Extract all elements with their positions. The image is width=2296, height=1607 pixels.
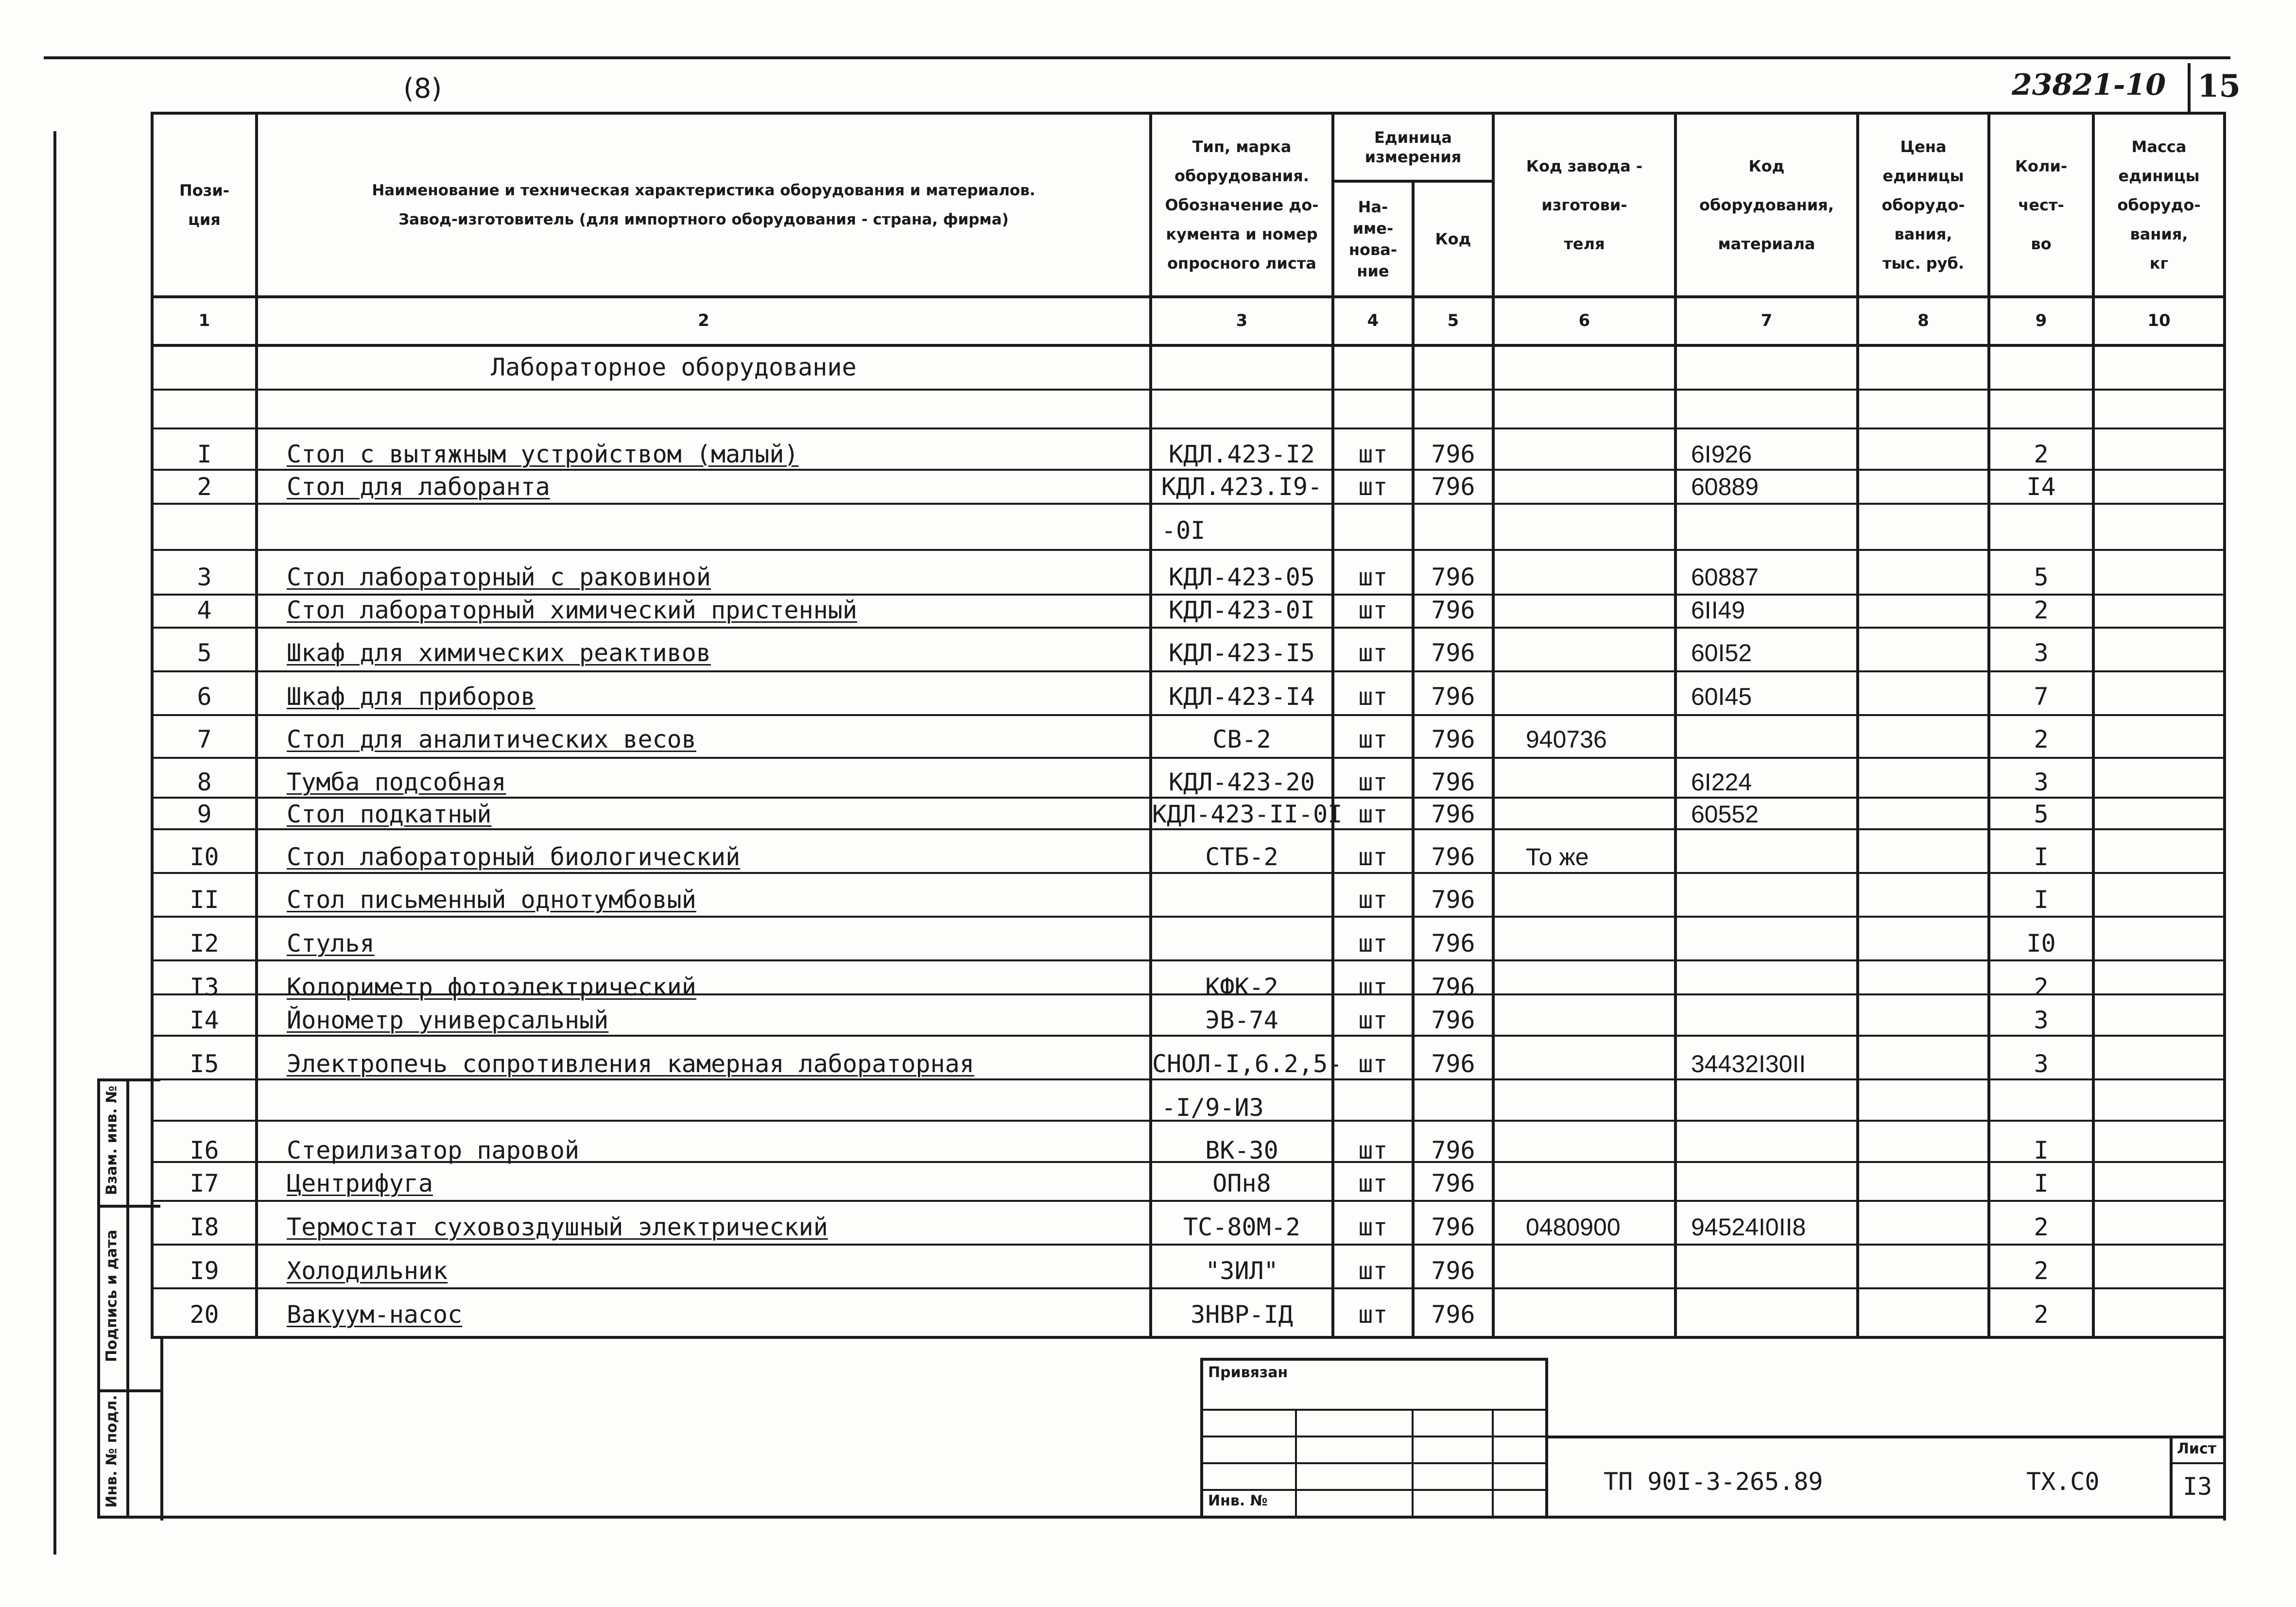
sheet-number: I3 — [2183, 1472, 2212, 1501]
col6-header: Код завода - изготови- теля — [1526, 157, 1643, 253]
cell-qty: 2 — [2034, 973, 2049, 1001]
cell-type: СНОЛ-I,6.2,5- — [1152, 1050, 1343, 1078]
cell-unit-code: 796 — [1431, 1169, 1475, 1197]
cell-pos: II — [190, 886, 219, 914]
cell-qty: I — [2034, 1136, 2049, 1164]
col10-header: Масса единицы оборудо- вания, кг — [2117, 137, 2201, 273]
cell-unit: шт — [1358, 563, 1388, 591]
cell-unit: шт — [1358, 683, 1388, 711]
cell-unit: шт — [1358, 440, 1388, 468]
col-number: 7 — [1761, 311, 1773, 330]
cell-equip-code: 60887 — [1691, 564, 1759, 591]
cell-pos: I — [197, 440, 212, 468]
col2-header: Наименование и техническая характеристика оборудования и материалов. Завод-изготовитель (для импортного оборудования - страна, фирма) — [372, 182, 1036, 228]
cell-unit: шт — [1358, 973, 1388, 1001]
cell-qty: I4 — [2026, 473, 2056, 501]
cell-name: Тумба подсобная — [287, 768, 506, 796]
col-number: 8 — [1917, 311, 1929, 330]
inv-no-label: Инв. № — [1208, 1492, 1268, 1509]
cell-qty: 5 — [2034, 563, 2049, 591]
cell-pos: 6 — [197, 683, 212, 711]
top-border-line — [44, 56, 2230, 59]
cell-equip-code: 6II49 — [1691, 597, 1745, 624]
cell-type: ТС-80М-2 — [1183, 1213, 1300, 1241]
cell-unit: шт — [1358, 886, 1388, 914]
cell-equip-code: 60552 — [1691, 801, 1759, 828]
cell-unit: шт — [1358, 768, 1388, 796]
cell-name: Шкаф для химических реактивов — [287, 639, 711, 667]
cell-name: Стол лабораторный с раковиной — [287, 563, 711, 591]
cell-qty: 2 — [2034, 596, 2049, 624]
sheet-label: Лист — [2177, 1440, 2217, 1457]
cell-type: КДЛ.423.I9- — [1161, 473, 1323, 501]
stamp-inv-podl: Инв. № подл. — [103, 1395, 121, 1508]
cell-type: СТБ-2 — [1205, 843, 1278, 871]
corner-sheet-number: 15 — [2197, 68, 2241, 104]
cell-qty: 2 — [2034, 440, 2049, 468]
cell-pos: I2 — [190, 929, 219, 957]
doc-mark: ТХ.С0 — [2026, 1468, 2100, 1496]
section-title: Лабораторное оборудование — [491, 353, 857, 381]
cell-unit-code: 796 — [1431, 440, 1475, 468]
cell-type: КДЛ-423-I4 — [1168, 683, 1315, 711]
cell-type: СВ-2 — [1212, 725, 1271, 753]
cell-qty: 3 — [2034, 768, 2049, 796]
cell-type: ЭВ-74 — [1205, 1006, 1278, 1034]
cell-pos: 20 — [190, 1300, 219, 1329]
cell-pos: 7 — [197, 725, 212, 753]
col5-header: Код — [1435, 230, 1471, 248]
cell-unit: шт — [1358, 1050, 1388, 1078]
cell-name: Колориметр фотоэлектрический — [287, 973, 696, 1001]
cell-name: Шкаф для приборов — [287, 683, 535, 711]
cell-name: Центрифуга — [287, 1169, 433, 1197]
cell-unit: шт — [1358, 843, 1388, 871]
cell-unit: шт — [1358, 596, 1388, 624]
cell-equip-code: 34432I30II — [1691, 1050, 1806, 1077]
cell-unit-code: 796 — [1431, 1213, 1475, 1241]
cell-name: Стол подкатный — [287, 800, 492, 828]
col4-header: На- име- нова- ние — [1348, 198, 1398, 280]
cell-pos: 9 — [197, 800, 212, 828]
col3-header: Тип, марка оборудования. Обозначение до- кумента и номер опросного листа — [1165, 137, 1319, 273]
cell-unit: шт — [1358, 1169, 1388, 1197]
cell-name: Стол лабораторный химический пристенный — [287, 596, 857, 624]
cell-name: Стол с вытяжным устройством (малый) — [287, 440, 799, 468]
cell-qty: 5 — [2034, 800, 2049, 828]
cell-name: Стулья — [287, 929, 375, 957]
cell-unit-code: 796 — [1431, 973, 1475, 1001]
cell-pos: I8 — [190, 1213, 219, 1241]
cell-type: КДЛ-423-05 — [1168, 563, 1315, 591]
cell-unit-code: 796 — [1431, 1300, 1475, 1329]
col-number: 4 — [1367, 311, 1379, 330]
cell-pos: 8 — [197, 768, 212, 796]
cell-name: Стол письменный однотумбовый — [287, 886, 696, 914]
cell-pos: 2 — [197, 473, 212, 501]
cell-unit-code: 796 — [1431, 683, 1475, 711]
cell-unit-code: 796 — [1431, 473, 1475, 501]
cell-qty: 2 — [2034, 1257, 2049, 1285]
cell-qty: I — [2034, 1169, 2049, 1197]
cell-pos: 3 — [197, 563, 212, 591]
cell-equip-code: 60I45 — [1691, 683, 1752, 710]
cell-name: Стол лабораторный биологический — [287, 843, 741, 871]
cell-pos: I0 — [190, 843, 219, 871]
cell-unit-code: 796 — [1431, 800, 1475, 828]
cell-unit-code: 796 — [1431, 768, 1475, 796]
unit-group-header: Единица измерения — [1364, 128, 1462, 166]
page-marker: (8) — [403, 73, 442, 104]
cell-equip-code: 6I926 — [1691, 441, 1752, 468]
col-number: 5 — [1447, 311, 1459, 330]
cell-type: КДЛ-423-20 — [1168, 768, 1315, 796]
cell-unit-code: 796 — [1431, 1257, 1475, 1285]
cell-plant-code: 940736 — [1526, 726, 1607, 753]
cell-pos: 5 — [197, 639, 212, 667]
cell-unit: шт — [1358, 725, 1388, 753]
cell-unit-code: 796 — [1431, 1006, 1475, 1034]
col-number: 2 — [698, 311, 709, 330]
doc-code: ТП 90I-3-265.89 — [1604, 1468, 1823, 1496]
cell-qty: 2 — [2034, 1300, 2049, 1329]
cell-equip-code: 94524I0II8 — [1691, 1214, 1806, 1241]
col-number: 6 — [1578, 311, 1590, 330]
cell-unit: шт — [1358, 1136, 1388, 1164]
cell-qty: I0 — [2026, 929, 2056, 957]
cell-qty: I — [2034, 843, 2049, 871]
cell-pos: I6 — [190, 1136, 219, 1164]
col8-header: Цена единицы оборудо- вания, тыс. руб. — [1882, 137, 1965, 273]
cell-qty: 3 — [2034, 1050, 2049, 1078]
cell-pos: I3 — [190, 973, 219, 1001]
cell-type: КДЛ.423-I2 — [1168, 440, 1315, 468]
cell-pos: I5 — [190, 1050, 219, 1078]
handwritten-doc-number: 23821-10 — [2012, 68, 2166, 102]
cell-name: Стерилизатор паровой — [287, 1136, 580, 1164]
cell-type: ЗНВР-IД — [1191, 1300, 1293, 1329]
cell-unit-code: 796 — [1431, 843, 1475, 871]
cell-type-continuation: -0I — [1161, 516, 1206, 545]
cell-type-continuation: -I/9-ИЗ — [1161, 1094, 1264, 1122]
col-number: 10 — [2147, 311, 2171, 330]
cell-equip-code: 60889 — [1691, 473, 1759, 500]
cell-name: Вакуум-насос — [287, 1300, 463, 1329]
cell-unit-code: 796 — [1431, 596, 1475, 624]
cell-unit-code: 796 — [1431, 1050, 1475, 1078]
cell-type: КДЛ-423-I5 — [1168, 639, 1315, 667]
cell-equip-code: 6I224 — [1691, 769, 1752, 796]
cell-pos: I4 — [190, 1006, 219, 1034]
cell-pos: 4 — [197, 596, 212, 624]
cell-qty: 7 — [2034, 683, 2049, 711]
cell-type: КДЛ-423-II-0I — [1152, 800, 1343, 828]
stamp-podpis-data: Подпись и дата — [103, 1230, 121, 1362]
cell-name: Йонометр универсальный — [287, 1006, 609, 1034]
cell-unit-code: 796 — [1431, 886, 1475, 914]
cell-unit-code: 796 — [1431, 929, 1475, 957]
privyazan-label: Привязан — [1208, 1364, 1288, 1381]
cell-type: ВК-30 — [1205, 1136, 1278, 1164]
page-left-edge — [53, 131, 56, 1555]
cell-unit: шт — [1358, 1213, 1388, 1241]
cell-unit-code: 796 — [1431, 1136, 1475, 1164]
col1-header: Пози- ция — [179, 181, 230, 229]
cell-qty: 2 — [2034, 1213, 2049, 1241]
cell-type: ОПн8 — [1212, 1169, 1271, 1197]
cell-qty: 2 — [2034, 725, 2049, 753]
cell-unit: шт — [1358, 1006, 1388, 1034]
cell-name: Электропечь сопротивления камерная лабораторная — [287, 1050, 974, 1078]
cell-unit-code: 796 — [1431, 725, 1475, 753]
cell-unit: шт — [1358, 929, 1388, 957]
cell-name: Холодильник — [287, 1257, 448, 1285]
cell-type: "ЗИЛ" — [1205, 1257, 1278, 1285]
col9-header: Коли- чест- во — [2015, 157, 2068, 253]
cell-equip-code: 60I52 — [1691, 639, 1752, 667]
cell-qty: 3 — [2034, 1006, 2049, 1034]
page-left-edge-bottom — [53, 1516, 56, 1555]
stamp-vzam-inv: Взам. инв. № — [103, 1085, 121, 1196]
col7-header: Код оборудования, материала — [1699, 157, 1834, 253]
col-number: 1 — [198, 311, 210, 330]
cell-name: Стол для лаборанта — [287, 473, 550, 501]
cell-qty: I — [2034, 886, 2049, 914]
cell-plant-code: 0480900 — [1526, 1214, 1621, 1241]
col-number: 3 — [1236, 311, 1248, 330]
cell-name: Стол для аналитических весов — [287, 725, 696, 753]
cell-unit: шт — [1358, 639, 1388, 667]
cell-unit-code: 796 — [1431, 563, 1475, 591]
cell-unit: шт — [1358, 1300, 1388, 1329]
cell-name: Термостат суховоздушный электрический — [287, 1213, 828, 1241]
col-number: 9 — [2035, 311, 2047, 330]
cell-plant-code: То же — [1526, 843, 1589, 871]
corner-box-left — [2188, 63, 2191, 112]
cell-qty: 3 — [2034, 639, 2049, 667]
cell-type: КФК-2 — [1205, 973, 1278, 1001]
cell-unit: шт — [1358, 1257, 1388, 1285]
cell-pos: I9 — [190, 1257, 219, 1285]
cell-unit-code: 796 — [1431, 639, 1475, 667]
cell-type: КДЛ-423-0I — [1168, 596, 1315, 624]
cell-unit: шт — [1358, 800, 1388, 828]
cell-unit: шт — [1358, 473, 1388, 501]
cell-pos: I7 — [190, 1169, 219, 1197]
